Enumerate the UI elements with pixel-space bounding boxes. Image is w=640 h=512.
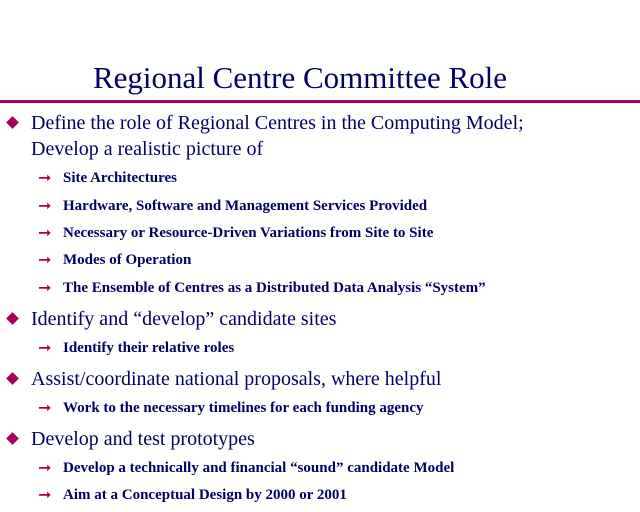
diamond-bullet-icon <box>6 372 19 385</box>
bullet-text-continued: Develop a realistic picture of <box>31 138 264 160</box>
bullet-text: Develop and test prototypes <box>31 428 255 450</box>
arrow-right-icon: ➞ <box>38 223 52 242</box>
arrow-right-icon: ➞ <box>38 338 52 357</box>
sub-item <box>0 338 640 360</box>
sub-item <box>0 196 640 218</box>
title-divider <box>0 100 640 103</box>
sub-item <box>0 250 640 272</box>
sub-item-text: Develop a technically and financial “sound” candidate Model <box>63 460 455 476</box>
sub-item-text: Work to the necessary timelines for each funding agency <box>63 400 424 416</box>
arrow-right-icon: ➞ <box>38 458 52 477</box>
sub-item-text: Aim at a Conceptual Design by 2000 or 2001 <box>63 487 347 503</box>
diamond-bullet-icon <box>6 116 19 129</box>
sub-item <box>0 398 640 420</box>
diamond-bullet-icon <box>6 432 19 445</box>
arrow-right-icon: ➞ <box>38 398 52 417</box>
arrow-right-icon: ➞ <box>38 485 52 504</box>
sub-item-text: Hardware, Software and Management Services Provided <box>63 198 428 214</box>
diamond-bullet-icon <box>6 312 19 325</box>
arrow-right-icon: ➞ <box>38 250 52 269</box>
bullet-text: Define the role of Regional Centres in the Computing Model; <box>31 112 524 134</box>
sub-item-text: Modes of Operation <box>63 252 192 268</box>
sub-item <box>0 485 640 507</box>
arrow-right-icon: ➞ <box>38 196 52 215</box>
bullet-text: Identify and “develop” candidate sites <box>31 308 337 330</box>
arrow-right-icon: ➞ <box>38 278 52 297</box>
sub-item-text: Site Architectures <box>63 170 178 186</box>
sub-item <box>0 168 640 190</box>
bullet-text: Assist/coordinate national proposals, where helpful <box>31 368 442 390</box>
sub-item <box>0 223 640 245</box>
slide-title: Regional Centre Committee Role <box>92 60 508 95</box>
sub-item-text: Necessary or Resource-Driven Variations from Site to Site <box>63 225 434 241</box>
arrow-right-icon: ➞ <box>38 168 52 187</box>
sub-item <box>0 278 640 300</box>
sub-item <box>0 458 640 480</box>
sub-item-text: The Ensemble of Centres as a Distributed Data Analysis “System” <box>63 280 486 296</box>
sub-item-text: Identify their relative roles <box>63 340 235 356</box>
